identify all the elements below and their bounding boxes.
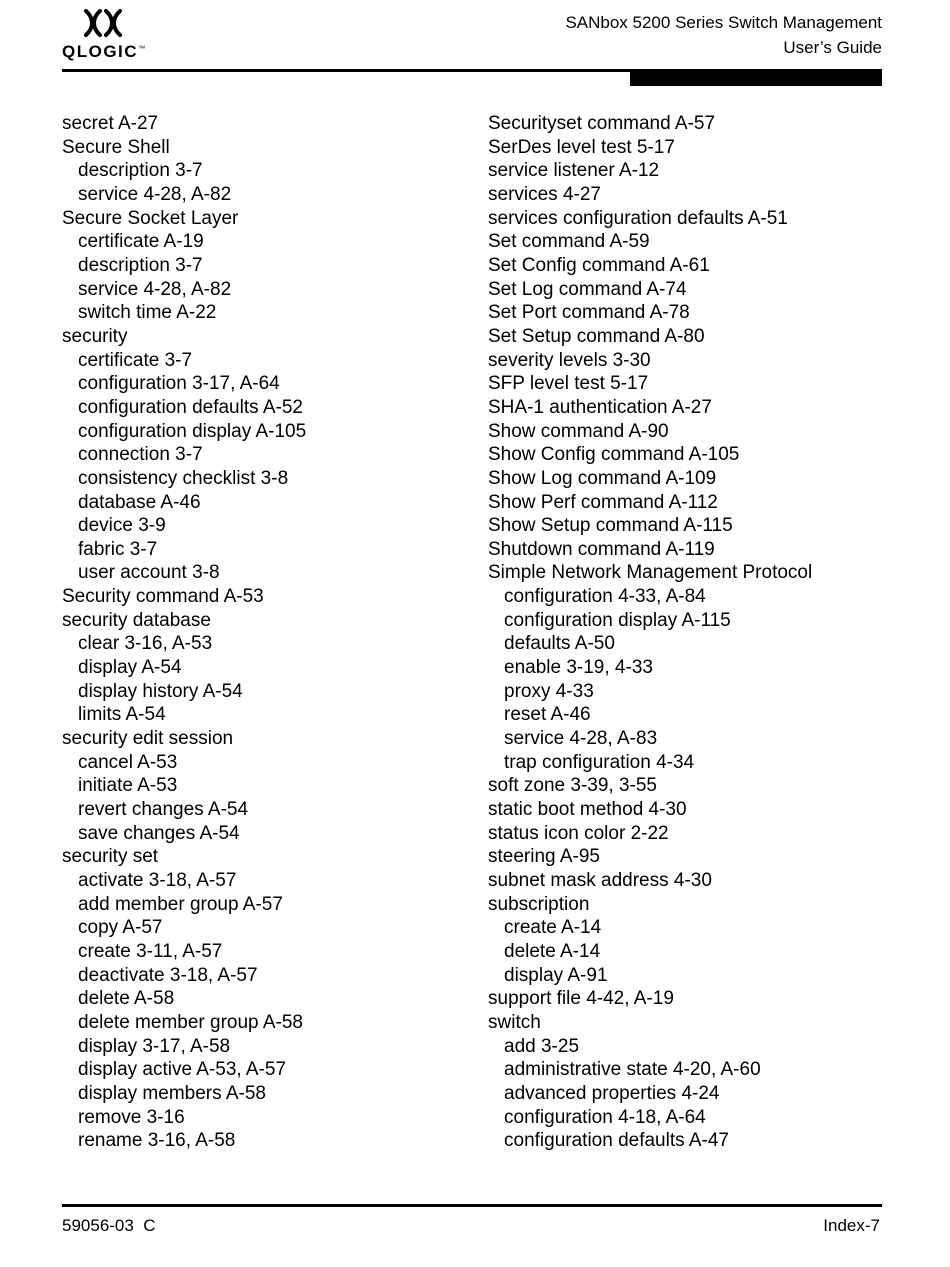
index-subentry: defaults A-50 — [504, 633, 615, 655]
index-entry: static boot method 4-30 — [488, 799, 687, 821]
index-subentry: trap configuration 4-34 — [504, 751, 695, 773]
index-entry: subscription — [488, 893, 590, 915]
index-entry: Set Setup command A-80 — [488, 325, 705, 347]
index-entry: SerDes level test 5-17 — [488, 136, 675, 158]
index-subentry: configuration 4-18, A-64 — [504, 1106, 706, 1128]
index-subentry: advanced properties 4-24 — [504, 1082, 720, 1104]
index-entry: Show Perf command A-112 — [488, 491, 718, 513]
title-line-2: User’s Guide — [783, 38, 882, 57]
index-subentry: activate 3-18, A-57 — [78, 870, 237, 891]
index-entry: security set — [62, 846, 159, 868]
index-subentry: delete member group A-58 — [78, 1011, 303, 1033]
index-entry: security — [62, 325, 128, 347]
index-column-right — [488, 112, 908, 1153]
index-subentry: create 3-11, A-57 — [78, 940, 223, 962]
index-entry: services 4-27 — [488, 183, 601, 205]
index-entry: Show command A-90 — [488, 420, 669, 442]
index-subentry: save changes A-54 — [78, 822, 240, 844]
index-subentry: revert changes A-54 — [78, 799, 249, 821]
index-entry: severity levels 3-30 — [488, 349, 651, 371]
index-subentry: copy A-57 — [78, 917, 163, 939]
index-subentry: configuration display A-115 — [504, 609, 731, 631]
index-entry: security edit session — [62, 728, 234, 750]
index-entry: Set Log command A-74 — [488, 278, 687, 300]
footer-rule — [62, 1204, 882, 1207]
index-entry: Secure Socket Layer — [62, 207, 239, 229]
index-subentry: service 4-28, A-82 — [78, 278, 232, 300]
index-subentry: database A-46 — [78, 491, 201, 513]
index-subentry: limits A-54 — [78, 704, 166, 726]
index-entry: Set Port command A-78 — [488, 302, 690, 324]
index-entry: Security command A-53 — [62, 586, 264, 608]
index-subentry: display A-91 — [504, 964, 608, 986]
index-entry: security database — [62, 609, 211, 631]
index-entry: services configuration defaults A-51 — [488, 207, 788, 229]
document-number: 59056-03 C — [62, 1216, 156, 1235]
index-entry: Securityset command A-57 — [488, 113, 716, 134]
index-entry: steering A-95 — [488, 846, 600, 868]
index-subentry: description 3-7 — [78, 254, 203, 276]
document-title — [565, 10, 882, 60]
index-subentry: delete A-58 — [78, 988, 175, 1010]
index-subentry: reset A-46 — [504, 704, 591, 726]
index-subentry: initiate A-53 — [78, 775, 178, 797]
index-subentry: create A-14 — [504, 917, 602, 939]
index-subentry: enable 3-19, 4-33 — [504, 657, 653, 679]
index-subentry: add 3-25 — [504, 1035, 580, 1057]
index-subentry: service 4-28, A-82 — [78, 183, 232, 205]
index-subentry: clear 3-16, A-53 — [78, 633, 213, 655]
index-subentry: description 3-7 — [78, 160, 203, 182]
index-subentry: configuration display A-105 — [78, 420, 307, 442]
index-entry: subnet mask address 4-30 — [488, 870, 712, 891]
index-subentry: user account 3-8 — [78, 562, 220, 584]
index-subentry: cancel A-53 — [78, 751, 178, 773]
index-entry: Set Config command A-61 — [488, 254, 710, 276]
index-subentry: display history A-54 — [78, 680, 243, 702]
title-line-1: SANbox 5200 Series Switch Management — [565, 13, 882, 32]
index-subentry: configuration 4-33, A-84 — [504, 586, 706, 608]
index-entry: SHA-1 authentication A-27 — [488, 396, 712, 418]
index-entry: Shutdown command A-119 — [488, 538, 715, 560]
index-entry: SFP level test 5-17 — [488, 373, 649, 395]
index-subentry: proxy 4-33 — [504, 680, 594, 702]
index-entry: status icon color 2-22 — [488, 822, 669, 844]
index-subentry: service 4-28, A-83 — [504, 728, 658, 750]
index-entry: Show Log command A-109 — [488, 467, 717, 489]
index-subentry: certificate A-19 — [78, 231, 204, 253]
index-subentry: rename 3-16, A-58 — [78, 1130, 236, 1152]
header-rule-block — [630, 69, 882, 86]
index-subentry: connection 3-7 — [78, 444, 203, 466]
index-subentry: display 3-17, A-58 — [78, 1035, 231, 1057]
index-subentry: display members A-58 — [78, 1082, 266, 1104]
index-entry: service listener A-12 — [488, 160, 660, 182]
index-entry: Simple Network Management Protocol — [488, 562, 813, 584]
index-entry: secret A-27 — [62, 113, 159, 134]
index-subentry: deactivate 3-18, A-57 — [78, 964, 258, 986]
index-subentry: display active A-53, A-57 — [78, 1059, 287, 1081]
index-subentry: configuration defaults A-47 — [504, 1130, 729, 1152]
index-subentry: configuration defaults A-52 — [78, 396, 303, 418]
index-entry: Show Config command A-105 — [488, 444, 740, 466]
index-subentry: display A-54 — [78, 657, 182, 679]
index-subentry: add member group A-57 — [78, 893, 283, 915]
index-entry: soft zone 3-39, 3-55 — [488, 775, 657, 797]
index-subentry: delete A-14 — [504, 940, 601, 962]
page-number: Index-7 — [823, 1216, 880, 1235]
logo-wordmark: QLOGIC™ — [62, 42, 147, 61]
index-subentry: remove 3-16 — [78, 1106, 185, 1128]
index-subentry: configuration 3-17, A-64 — [78, 373, 280, 395]
index-entry: switch — [488, 1011, 541, 1033]
index-column-left — [62, 112, 462, 1153]
qlogic-logo-icon — [82, 8, 126, 38]
index-entry: Set command A-59 — [488, 231, 650, 253]
index-entry: support file 4-42, A-19 — [488, 988, 674, 1010]
index-subentry: device 3-9 — [78, 515, 166, 537]
index-entry: Show Setup command A-115 — [488, 515, 733, 537]
index-subentry: administrative state 4-20, A-60 — [504, 1059, 761, 1081]
qlogic-logo — [62, 8, 152, 60]
index-subentry: consistency checklist 3-8 — [78, 467, 289, 489]
index-subentry: fabric 3-7 — [78, 538, 158, 560]
index-subentry: certificate 3-7 — [78, 349, 193, 371]
index-entry: Secure Shell — [62, 136, 170, 158]
index-subentry: switch time A-22 — [78, 302, 217, 324]
